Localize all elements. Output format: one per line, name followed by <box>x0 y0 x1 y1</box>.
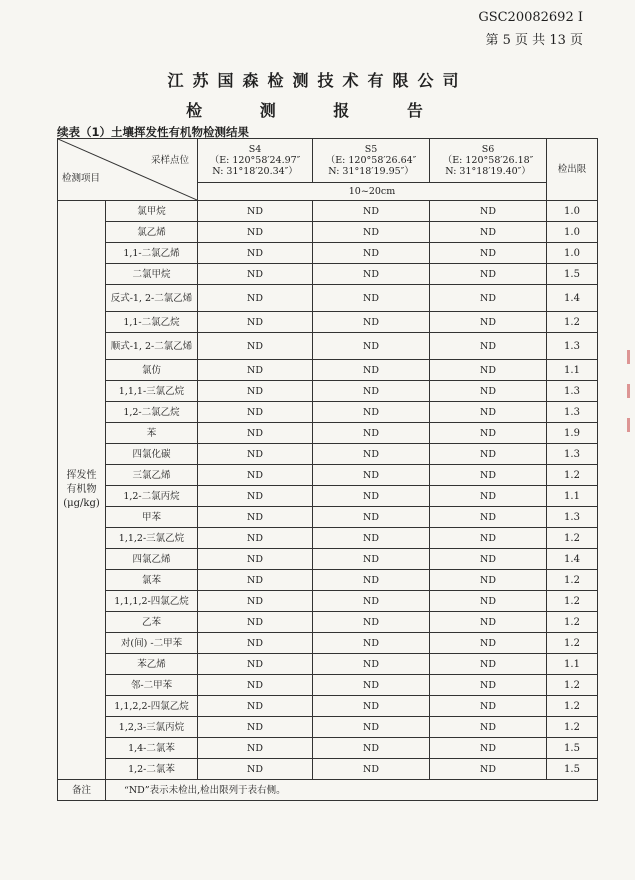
value-s5: ND <box>313 738 430 759</box>
value-s6: ND <box>430 285 547 312</box>
compound-name: 1,2-二氯乙烷 <box>106 402 198 423</box>
value-s6: ND <box>430 717 547 738</box>
compound-name: 氯乙烯 <box>106 222 198 243</box>
value-s5: ND <box>313 423 430 444</box>
value-s4: ND <box>198 264 313 285</box>
value-s6: ND <box>430 243 547 264</box>
value-s5: ND <box>313 654 430 675</box>
value-s4: ND <box>198 423 313 444</box>
table-row <box>58 423 598 444</box>
value-s5: ND <box>313 612 430 633</box>
value-s4: ND <box>198 528 313 549</box>
detection-limit: 1.2 <box>547 528 598 549</box>
site-north: N: 31°18′20.34″） <box>212 166 298 177</box>
value-s6: ND <box>430 333 547 360</box>
site-north: N: 31°18′19.40″） <box>445 166 531 177</box>
value-s5: ND <box>313 312 430 333</box>
detection-limit: 1.2 <box>547 312 598 333</box>
table-row <box>58 201 598 222</box>
table-row <box>58 591 598 612</box>
table-row <box>58 381 598 402</box>
compound-name: 顺式-1, 2-二氯乙烯 <box>106 333 198 360</box>
value-s4: ND <box>198 486 313 507</box>
value-s6: ND <box>430 444 547 465</box>
table-row <box>58 696 598 717</box>
value-s6: ND <box>430 759 547 780</box>
detection-limit: 1.2 <box>547 612 598 633</box>
value-s4: ND <box>198 591 313 612</box>
detection-limit: 1.3 <box>547 381 598 402</box>
value-s5: ND <box>313 759 430 780</box>
group-label-cell <box>58 201 106 780</box>
compound-name: 氯甲烷 <box>106 201 198 222</box>
site-header-s6 <box>430 139 547 183</box>
value-s5: ND <box>313 633 430 654</box>
detection-limit: 1.2 <box>547 570 598 591</box>
value-s4: ND <box>198 333 313 360</box>
value-s6: ND <box>430 381 547 402</box>
compound-name: 乙苯 <box>106 612 198 633</box>
detection-limit: 1.0 <box>547 201 598 222</box>
compound-name: 三氯乙烯 <box>106 465 198 486</box>
compound-name: 四氯化碳 <box>106 444 198 465</box>
table-row <box>58 465 598 486</box>
compound-name: 苯乙烯 <box>106 654 198 675</box>
table-row <box>58 402 598 423</box>
compound-name: 反式-1, 2-二氯乙烯 <box>106 285 198 312</box>
value-s4: ND <box>198 696 313 717</box>
value-s5: ND <box>313 264 430 285</box>
value-s4: ND <box>198 738 313 759</box>
group-label-line: 挥发性 <box>66 470 97 481</box>
value-s6: ND <box>430 570 547 591</box>
header-row <box>58 139 598 183</box>
compound-name: 二氯甲烷 <box>106 264 198 285</box>
remark-text: “ND”表示未检出,检出限列于表右侧。 <box>106 780 598 801</box>
value-s4: ND <box>198 675 313 696</box>
value-s6: ND <box>430 465 547 486</box>
compound-name: 氯仿 <box>106 360 198 381</box>
site-name: S5 <box>364 144 378 155</box>
detection-limit: 1.5 <box>547 759 598 780</box>
value-s4: ND <box>198 612 313 633</box>
table-row <box>58 570 598 591</box>
value-s5: ND <box>313 507 430 528</box>
table-row <box>58 222 598 243</box>
table-row <box>58 654 598 675</box>
value-s6: ND <box>430 591 547 612</box>
group-label-line: (μg/kg) <box>63 498 100 509</box>
value-s6: ND <box>430 360 547 381</box>
value-s5: ND <box>313 717 430 738</box>
site-header-s4 <box>198 139 313 183</box>
detection-limit: 1.2 <box>547 633 598 654</box>
value-s6: ND <box>430 633 547 654</box>
depth-cell: 10~20cm <box>198 183 547 201</box>
table-row <box>58 717 598 738</box>
detection-limit: 1.5 <box>547 738 598 759</box>
table-title: 续表（1）土壤挥发性有机物检测结果 <box>57 125 249 139</box>
compound-name: 1,4-二氯苯 <box>106 738 198 759</box>
compound-name: 1,1,1-三氯乙烷 <box>106 381 198 402</box>
value-s6: ND <box>430 675 547 696</box>
detection-limit: 1.2 <box>547 717 598 738</box>
detection-limit: 1.0 <box>547 243 598 264</box>
value-s6: ND <box>430 312 547 333</box>
value-s6: ND <box>430 423 547 444</box>
compound-name: 1,2,3-三氯丙烷 <box>106 717 198 738</box>
company-name: 江苏国森检测技术有限公司 <box>167 71 468 90</box>
value-s6: ND <box>430 222 547 243</box>
site-north: N: 31°18′19.95″） <box>328 166 414 177</box>
compound-name: 四氯乙烯 <box>106 549 198 570</box>
remark-label: 备注 <box>58 780 106 801</box>
value-s4: ND <box>198 549 313 570</box>
table-row <box>58 333 598 360</box>
detection-limit: 1.2 <box>547 465 598 486</box>
table-row <box>58 486 598 507</box>
value-s6: ND <box>430 612 547 633</box>
compound-name: 苯 <box>106 423 198 444</box>
detection-limit: 1.4 <box>547 285 598 312</box>
value-s6: ND <box>430 201 547 222</box>
value-s6: ND <box>430 528 547 549</box>
value-s4: ND <box>198 201 313 222</box>
detection-limit: 1.3 <box>547 333 598 360</box>
table-row <box>58 549 598 570</box>
table-row <box>58 633 598 654</box>
value-s6: ND <box>430 654 547 675</box>
value-s5: ND <box>313 465 430 486</box>
page-info: 第 5 页 共 13 页 <box>485 33 583 48</box>
table-row <box>58 612 598 633</box>
value-s5: ND <box>313 570 430 591</box>
group-label-line: 有机物 <box>66 484 97 495</box>
site-east: （E: 120°58′24.97″ <box>209 155 301 166</box>
sampling-point-label: 采样点位 <box>150 155 189 166</box>
detection-limit: 1.4 <box>547 549 598 570</box>
site-east: （E: 120°58′26.64″ <box>325 155 417 166</box>
table-row <box>58 360 598 381</box>
site-name: S4 <box>248 144 262 155</box>
compound-name: 1,2-二氯丙烷 <box>106 486 198 507</box>
compound-name: 1,1,1,2-四氯乙烷 <box>106 591 198 612</box>
value-s4: ND <box>198 444 313 465</box>
value-s5: ND <box>313 381 430 402</box>
seal-edge-mark <box>627 350 633 470</box>
table-row <box>58 243 598 264</box>
value-s4: ND <box>198 243 313 264</box>
value-s4: ND <box>198 465 313 486</box>
table-row <box>58 285 598 312</box>
compound-name: 1,1,2-三氯乙烷 <box>106 528 198 549</box>
compound-name: 1,2-二氯苯 <box>106 759 198 780</box>
compound-name: 氯苯 <box>106 570 198 591</box>
value-s5: ND <box>313 243 430 264</box>
header-diagonal-cell <box>58 139 198 201</box>
value-s4: ND <box>198 570 313 591</box>
site-header-s5 <box>313 139 430 183</box>
detection-limit: 1.2 <box>547 675 598 696</box>
value-s5: ND <box>313 591 430 612</box>
value-s4: ND <box>198 717 313 738</box>
compound-name: 1,1-二氯乙烯 <box>106 243 198 264</box>
value-s4: ND <box>198 360 313 381</box>
value-s4: ND <box>198 285 313 312</box>
detection-limit: 1.3 <box>547 507 598 528</box>
value-s5: ND <box>313 402 430 423</box>
value-s5: ND <box>313 285 430 312</box>
value-s6: ND <box>430 507 547 528</box>
table-row <box>58 528 598 549</box>
value-s5: ND <box>313 360 430 381</box>
detection-limit: 1.0 <box>547 222 598 243</box>
limit-header: 检出限 <box>547 139 598 201</box>
value-s4: ND <box>198 654 313 675</box>
value-s5: ND <box>313 333 430 360</box>
report-title: 检 测 报 告 <box>186 101 449 120</box>
value-s6: ND <box>430 696 547 717</box>
table-row <box>58 759 598 780</box>
detection-limit: 1.3 <box>547 402 598 423</box>
compound-name: 甲苯 <box>106 507 198 528</box>
value-s6: ND <box>430 486 547 507</box>
value-s6: ND <box>430 264 547 285</box>
value-s4: ND <box>198 222 313 243</box>
compound-name: 1,1-二氯乙烷 <box>106 312 198 333</box>
detection-limit: 1.1 <box>547 654 598 675</box>
site-name: S6 <box>481 144 495 155</box>
table-row <box>58 444 598 465</box>
value-s5: ND <box>313 549 430 570</box>
value-s5: ND <box>313 201 430 222</box>
results-table <box>57 138 598 801</box>
value-s4: ND <box>198 312 313 333</box>
value-s6: ND <box>430 549 547 570</box>
test-item-label: 检测项目 <box>62 173 101 184</box>
value-s6: ND <box>430 738 547 759</box>
table-row <box>58 675 598 696</box>
remark-row <box>58 780 598 801</box>
site-east: （E: 120°58′26.18″ <box>442 155 534 166</box>
value-s5: ND <box>313 696 430 717</box>
value-s5: ND <box>313 675 430 696</box>
table-row <box>58 738 598 759</box>
detection-limit: 1.3 <box>547 444 598 465</box>
diagonal-line <box>58 139 197 200</box>
compound-name: 1,1,2,2-四氯乙烷 <box>106 696 198 717</box>
table-row <box>58 312 598 333</box>
value-s5: ND <box>313 444 430 465</box>
table-row <box>58 507 598 528</box>
value-s4: ND <box>198 507 313 528</box>
value-s5: ND <box>313 222 430 243</box>
detection-limit: 1.1 <box>547 360 598 381</box>
value-s5: ND <box>313 528 430 549</box>
value-s4: ND <box>198 759 313 780</box>
compound-name: 邻-二甲苯 <box>106 675 198 696</box>
document-number: GSC20082692 I <box>478 10 583 25</box>
value-s4: ND <box>198 633 313 654</box>
value-s6: ND <box>430 402 547 423</box>
detection-limit: 1.1 <box>547 486 598 507</box>
detection-limit: 1.9 <box>547 423 598 444</box>
compound-name: 对(间) -二甲苯 <box>106 633 198 654</box>
value-s4: ND <box>198 402 313 423</box>
detection-limit: 1.2 <box>547 696 598 717</box>
table-row <box>58 264 598 285</box>
detection-limit: 1.2 <box>547 591 598 612</box>
value-s5: ND <box>313 486 430 507</box>
value-s4: ND <box>198 381 313 402</box>
detection-limit: 1.5 <box>547 264 598 285</box>
